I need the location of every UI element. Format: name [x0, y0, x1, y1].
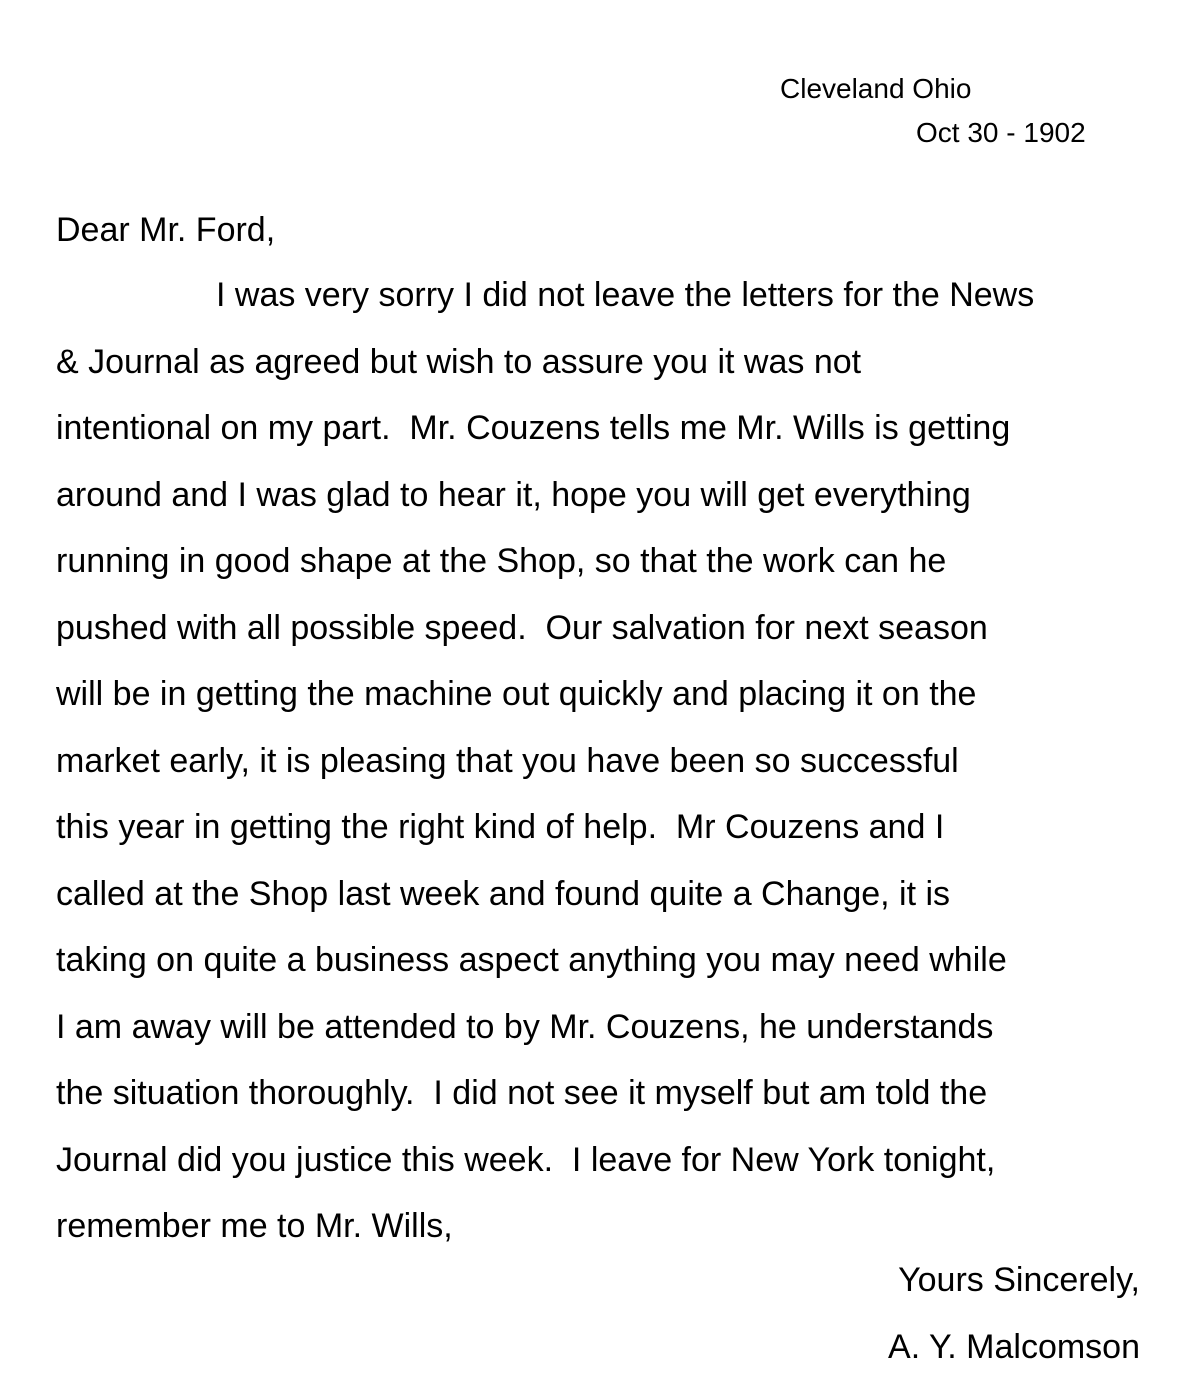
- body-line: running in good shape at the Shop, so that the work can he: [56, 542, 947, 580]
- letter-body: [56, 262, 1156, 1260]
- letter-signature: A. Y. Malcomson: [888, 1328, 1140, 1366]
- body-line: this year in getting the right kind of help. Mr Couzens and I: [56, 808, 945, 846]
- letter-valediction: Yours Sincerely,: [898, 1261, 1140, 1299]
- body-line: & Journal as agreed but wish to assure you it was not: [56, 342, 862, 381]
- body-line: remember me to Mr. Wills,: [56, 1207, 453, 1245]
- letter-date: Oct 30 - 1902: [916, 117, 1086, 148]
- body-line: I was very sorry I did not leave the letters for the News: [216, 276, 1035, 314]
- body-line: called at the Shop last week and found quite a Change, it is: [56, 874, 951, 913]
- body-line: intentional on my part. Mr. Couzens tells me Mr. Wills is getting: [56, 409, 1011, 447]
- body-line: market early, it is pleasing that you have been so successful: [56, 741, 959, 780]
- body-line: Journal did you justice this week. I leave for New York tonight,: [56, 1140, 996, 1179]
- letter-location: Cleveland Ohio: [780, 73, 972, 104]
- body-line: I am away will be attended to by Mr. Couzens, he understands: [56, 1007, 994, 1046]
- letter-salutation: Dear Mr. Ford,: [56, 211, 276, 249]
- body-line: around and I was glad to hear it, hope you will get everything: [56, 475, 971, 514]
- body-line: taking on quite a business aspect anything you may need while: [56, 941, 1007, 979]
- body-line: pushed with all possible speed. Our salvation for next season: [56, 608, 988, 647]
- body-line: will be in getting the machine out quickly and placing it on the: [56, 675, 977, 713]
- body-line: the situation thoroughly. I did not see it myself but am told the: [56, 1074, 988, 1112]
